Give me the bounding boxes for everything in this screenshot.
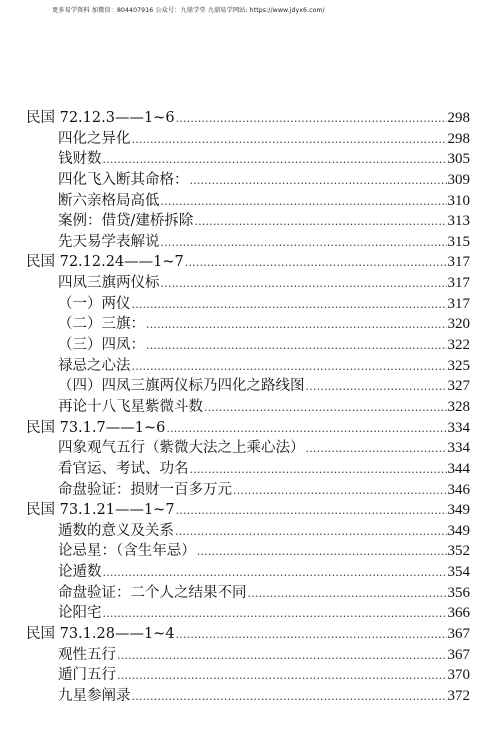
- toc-entry-title: （二）三旗：: [58, 316, 145, 333]
- toc-entry-title: 民国 73.1.21——1~7: [26, 502, 175, 519]
- toc-entry-row[interactable]: [26, 459, 470, 480]
- toc-entry-title: 看官运、考试、功名: [58, 460, 189, 477]
- toc-page-number: 328: [447, 398, 470, 415]
- toc-entry-title: 遁门五行: [58, 667, 116, 684]
- toc-entry-title: 观性五行: [58, 646, 116, 663]
- toc-entry-title: 断六亲格局高低: [58, 192, 160, 209]
- toc-page-number: 298: [447, 130, 470, 147]
- toc-entry-row[interactable]: [26, 129, 470, 150]
- toc-entry-title: 论阳宅: [58, 605, 102, 622]
- toc-page-number: 352: [447, 543, 470, 560]
- dot-leader: [176, 624, 447, 646]
- toc-entry-title: 民国 72.12.24——1~7: [26, 254, 184, 271]
- toc-entry-title: 禄忌之心法: [58, 357, 131, 374]
- dot-leader: [103, 562, 447, 584]
- toc-entry-row[interactable]: [26, 397, 470, 418]
- toc-entry-row[interactable]: [26, 603, 470, 624]
- toc-page-number: 317: [447, 275, 470, 292]
- toc-page-number: 370: [447, 667, 470, 684]
- toc-entry-row[interactable]: [26, 170, 470, 191]
- toc-entry-title: 九星参阐录: [58, 687, 131, 704]
- toc-page-number: 354: [447, 564, 470, 581]
- toc-page-number: 366: [447, 605, 470, 622]
- toc-entry-title: 论忌星：（含生年忌）: [58, 543, 196, 560]
- toc-section-row[interactable]: [26, 500, 470, 521]
- toc-entry-row[interactable]: [26, 232, 470, 253]
- dot-leader: [197, 541, 447, 563]
- dot-leader: [103, 149, 447, 171]
- toc-entry-row[interactable]: [26, 541, 470, 562]
- toc-entry-row[interactable]: [26, 665, 470, 686]
- toc-page-number: 313: [447, 213, 470, 230]
- toc-page-number: 346: [447, 481, 470, 498]
- toc-entry-title: 再论十八飞星紫微斗数: [58, 398, 203, 415]
- toc-entry-row[interactable]: [26, 314, 470, 335]
- toc-entry-row[interactable]: [26, 438, 470, 459]
- toc-entry-row[interactable]: [26, 273, 470, 294]
- toc-section-row[interactable]: [26, 624, 470, 645]
- dot-leader: [132, 686, 447, 708]
- toc-page-number: 349: [447, 522, 470, 539]
- toc-entry-title: 民国 73.1.28——1~4: [26, 626, 175, 643]
- toc-entry-row[interactable]: [26, 294, 470, 315]
- dot-leader: [166, 418, 446, 440]
- toc-entry-title: 四化之异化: [58, 130, 131, 147]
- dot-leader: [306, 376, 447, 398]
- toc-entry-title: 论遁数: [58, 564, 102, 581]
- toc-entry-row[interactable]: [26, 211, 470, 232]
- toc-entry-title: 四化飞入断其命格：: [58, 171, 189, 188]
- toc-entry-row[interactable]: [26, 376, 470, 397]
- toc-page-number: 309: [447, 171, 470, 188]
- toc-entry-row[interactable]: [26, 521, 470, 542]
- dot-leader: [132, 356, 447, 378]
- toc-entry-title: （四）四凤三旗两仪标乃四化之路线图: [58, 378, 305, 395]
- dot-leader: [146, 335, 447, 357]
- dot-leader: [190, 170, 447, 192]
- dot-leader: [117, 645, 447, 667]
- toc-entry-row[interactable]: [26, 191, 470, 212]
- dot-leader: [176, 108, 447, 130]
- toc-entry-row[interactable]: [26, 335, 470, 356]
- toc-entry-title: 案例：借贷/建桥拆除: [58, 213, 194, 230]
- toc-page-number: 298: [447, 110, 470, 126]
- toc-page-number: 334: [447, 440, 470, 457]
- table-of-contents: [26, 108, 470, 707]
- toc-entry-row[interactable]: [26, 645, 470, 666]
- toc-page-number: 325: [447, 357, 470, 374]
- toc-page-number: 367: [447, 626, 470, 643]
- toc-entry-title: 命盘验证：损财一百多万元: [58, 481, 232, 498]
- dot-leader: [161, 191, 447, 213]
- toc-page-number: 310: [447, 192, 470, 209]
- toc-entry-title: 民国 73.1.7——1~6: [26, 419, 166, 436]
- toc-page-number: 344: [447, 460, 470, 477]
- toc-section-row[interactable]: [26, 252, 470, 273]
- toc-entry-title: （三）四凤：: [58, 337, 145, 354]
- toc-page-number: 367: [447, 646, 470, 663]
- toc-entry-row[interactable]: [26, 356, 470, 377]
- dot-leader: [175, 521, 447, 543]
- toc-section-row[interactable]: [26, 108, 470, 129]
- toc-entry-title: 遁数的意义及关系: [58, 522, 174, 539]
- toc-entry-title: 先天易学表解说: [58, 233, 160, 250]
- toc-entry-row[interactable]: [26, 686, 470, 707]
- toc-entry-row[interactable]: [26, 562, 470, 583]
- dot-leader: [190, 459, 447, 481]
- toc-section-row[interactable]: [26, 418, 470, 439]
- dot-leader: [194, 211, 446, 233]
- toc-entry-row[interactable]: [26, 149, 470, 170]
- dot-leader: [176, 500, 447, 522]
- dot-leader: [161, 273, 447, 295]
- dot-leader: [132, 129, 447, 151]
- toc-entry-title: 四凤三旗两仪标: [58, 275, 160, 292]
- dot-leader: [132, 294, 447, 316]
- toc-entry-row[interactable]: [26, 480, 470, 501]
- toc-entry-title: （一）两仪: [58, 295, 131, 312]
- dot-leader: [306, 438, 447, 460]
- toc-entry-title: 民国 72.12.3——1~6: [26, 110, 175, 126]
- dot-leader: [146, 314, 447, 336]
- toc-entry-row[interactable]: [26, 583, 470, 604]
- toc-entry-title: 命盘验证：二个人之结果不同: [58, 584, 247, 601]
- toc-page-number: 317: [447, 295, 470, 312]
- toc-page-number: 334: [447, 419, 470, 436]
- page-header-watermark: 更多易学资料 加微信：804407916 公众号：九鼎学堂 九鼎易学网站: https://www.jdyx6.com/: [52, 7, 325, 14]
- toc-entry-title: 钱财数: [58, 151, 102, 168]
- toc-page-number: 315: [447, 233, 470, 250]
- toc-page-number: 317: [447, 254, 470, 271]
- dot-leader: [204, 397, 447, 419]
- toc-page-number: 322: [447, 337, 470, 354]
- dot-leader: [248, 583, 447, 605]
- dot-leader: [103, 603, 447, 625]
- dot-leader: [185, 252, 447, 274]
- toc-page-number: 372: [447, 687, 470, 704]
- toc-page-number: 320: [447, 316, 470, 333]
- toc-entry-title: 四象观气五行（紫微大法之上乘心法）: [58, 440, 305, 457]
- toc-page-number: 327: [447, 378, 470, 395]
- dot-leader: [161, 232, 447, 254]
- toc-page-number: 349: [447, 502, 470, 519]
- toc-page-number: 356: [447, 584, 470, 601]
- toc-page-number: 305: [447, 151, 470, 168]
- dot-leader: [233, 480, 447, 502]
- dot-leader: [117, 665, 447, 687]
